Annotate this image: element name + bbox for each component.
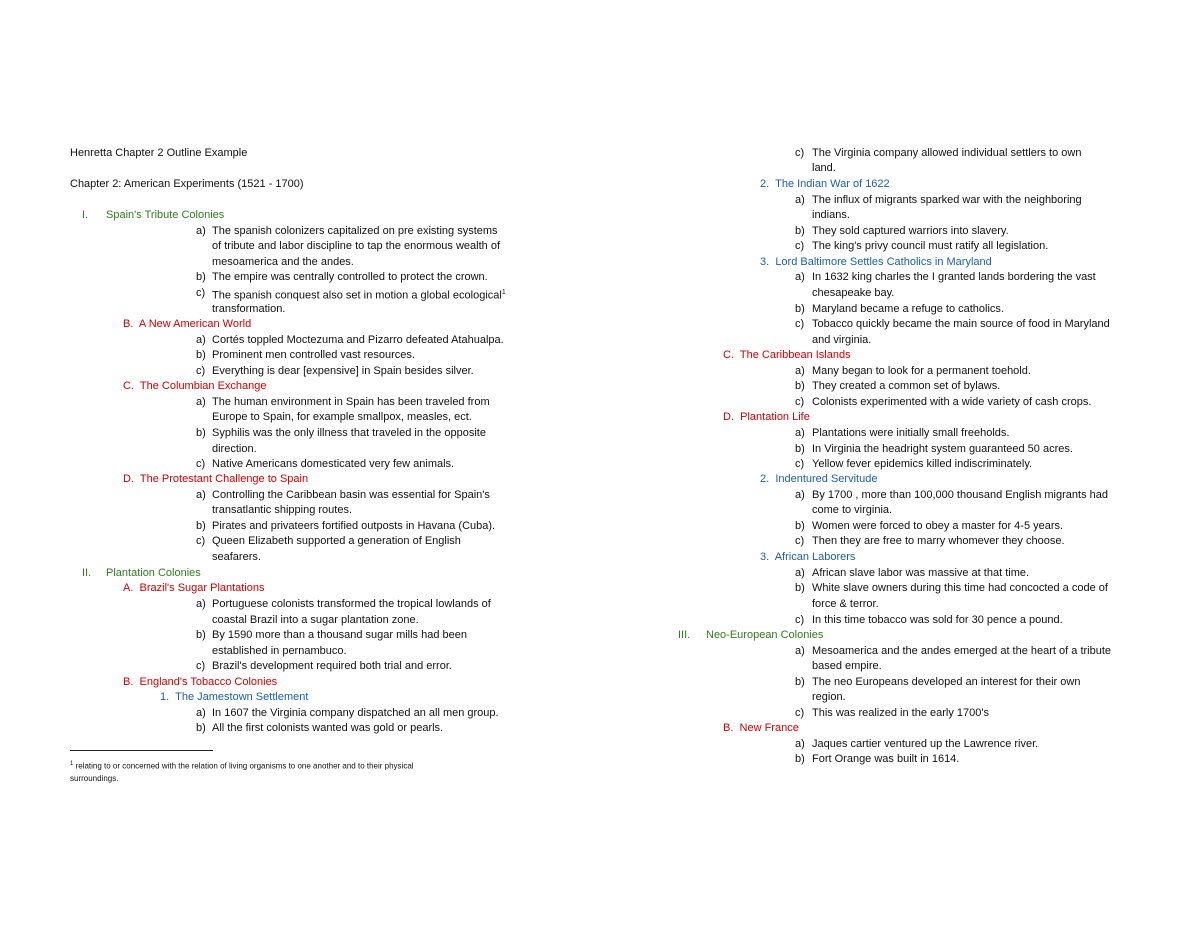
subsection-heading (123, 675, 277, 689)
outline-item-continued: seafarers. (212, 551, 261, 563)
numbered-title: Lord Baltimore Settles Catholics in Maryland (775, 256, 992, 268)
list-marker: b) (795, 225, 805, 237)
outline-item-continued: direction. (212, 443, 257, 455)
outline-letter: D. (723, 411, 734, 423)
outline-item: By 1590 more than a thousand sugar mills had been (212, 629, 467, 641)
outline-item: The empire was centrally controlled to protect the crown. (212, 271, 488, 283)
subsection-heading (723, 721, 799, 735)
list-marker: a) (196, 334, 206, 346)
list-marker: a) (795, 738, 805, 750)
footnote-text-continued: surroundings. (70, 773, 119, 783)
outline-item: Syphilis was the only illness that traveled in the opposite (212, 427, 486, 439)
footnote-mark: 1 (70, 761, 74, 767)
outline-letter: B. (723, 722, 734, 734)
outline-item: The Virginia company allowed individual settlers to own (812, 147, 1082, 159)
outline-number: 2. (760, 473, 770, 485)
footnote-separator (70, 750, 213, 751)
list-marker: c) (795, 318, 805, 330)
outline-item: The human environment in Spain has been traveled from (212, 396, 490, 408)
footnote-text: relating to or concerned with the relation of living organisms to one another and to their physical (75, 761, 414, 771)
outline-item: In 1632 king charles the I granted lands bordering the vast (812, 271, 1096, 283)
subsection-title: The Protestant Challenge to Spain (139, 473, 309, 485)
list-marker: c) (795, 396, 805, 408)
footnote-reference: 1 (501, 289, 506, 296)
outline-item: Pirates and privateers fortified outposts in Havana (Cuba). (212, 520, 496, 532)
outline-item-continued: Europe to Spain, for example smallpox, measles, ect. (212, 411, 472, 423)
outline-item: Plantations were initially small freeholds. (812, 427, 1010, 439)
numbered-title: African Laborers (774, 551, 856, 563)
list-marker: b) (196, 722, 206, 734)
list-marker: b) (795, 753, 805, 765)
subsection-title: The Caribbean Islands (739, 349, 851, 361)
chapter-heading: Chapter 2: American Experiments (1521 - 1700) (70, 178, 304, 190)
outline-item: Queen Elizabeth supported a generation of English (212, 535, 461, 547)
outline-item: Prominent men controlled vast resources. (212, 349, 415, 361)
outline-item: The spanish colonizers capitalized on pre existing systems (212, 225, 498, 237)
subsection-title: The Columbian Exchange (139, 380, 267, 392)
outline-item-continued: coastal Brazil into a sugar plantation zone. (212, 614, 419, 626)
list-marker: c) (795, 240, 805, 252)
outline-number: 2. (760, 178, 770, 190)
numbered-title: The Jamestown Settlement (175, 691, 309, 703)
numbered-title: Indentured Servitude (775, 473, 878, 485)
outline-item-continued: and virginia. (812, 334, 872, 346)
list-marker: c) (795, 707, 805, 719)
list-marker: c) (795, 147, 805, 159)
outline-item-text: The spanish conquest also set in motion a global ecological (212, 289, 502, 302)
outline-item-continued: chesapeake bay. (812, 287, 895, 299)
list-marker: a) (795, 427, 805, 439)
outline-numeral: I. (82, 209, 89, 221)
list-marker: a) (196, 707, 206, 719)
outline-number: 3. (760, 256, 770, 268)
list-marker: c) (196, 535, 206, 547)
numbered-heading (760, 177, 890, 191)
outline-number: 1. (160, 691, 170, 703)
outline-item-continued: region. (812, 691, 846, 703)
list-marker: c) (795, 458, 805, 470)
list-marker: b) (196, 520, 206, 532)
outline-item: Women were forced to obey a master for 4-5 years. (812, 520, 1064, 532)
outline-item: Many began to look for a permanent toehold. (812, 365, 1031, 377)
section-heading: Neo-European Colonies (706, 629, 824, 641)
outline-item: Mesoamerica and the andes emerged at the heart of a tribute (812, 645, 1112, 657)
list-marker: a) (795, 489, 805, 501)
outline-item: Cortés toppled Moctezuma and Pizarro defeated Atahualpa. (212, 334, 504, 346)
outline-item: The neo Europeans developed an interest for their own (812, 676, 1081, 688)
numbered-heading (160, 690, 308, 704)
subsection-heading (123, 472, 308, 486)
outline-letter: B. (123, 318, 134, 330)
list-marker: c) (196, 660, 206, 672)
outline-numeral: II. (82, 567, 92, 579)
outline-item-continued: mesoamerica and the andes. (212, 256, 354, 268)
outline-item-continued: based empire. (812, 660, 882, 672)
list-marker: b) (795, 380, 805, 392)
subsection-heading (723, 348, 851, 362)
list-marker: a) (795, 365, 805, 377)
outline-item: The king's privy council must ratify all legislation. (812, 240, 1049, 252)
list-marker: a) (795, 645, 805, 657)
outline-item: Brazil's development required both trial and error. (212, 660, 452, 672)
list-marker: c) (196, 365, 206, 377)
footnote (70, 758, 510, 785)
outline-item: Maryland became a refuge to catholics. (812, 303, 1004, 315)
outline-item: Yellow fever epidemics killed indiscriminately. (812, 458, 1033, 470)
outline-item-continued: transformation. (212, 303, 286, 315)
outline-letter: D. (123, 473, 134, 485)
outline-item-continued: transatlantic shipping routes. (212, 504, 353, 516)
list-marker: b) (196, 629, 206, 641)
outline-item: This was realized in the early 1700's (812, 707, 989, 719)
list-marker: b) (795, 676, 805, 688)
outline-item: Controlling the Caribbean basin was essential for Spain's (212, 489, 490, 501)
subsection-heading (123, 379, 267, 393)
list-marker: b) (795, 520, 805, 532)
outline-item-continued: come to virginia. (812, 504, 893, 516)
subsection-heading (123, 581, 265, 595)
numbered-heading (760, 472, 877, 486)
list-marker: c) (795, 614, 805, 626)
outline-numeral: III. (678, 629, 691, 641)
section-heading: Plantation Colonies (106, 567, 201, 579)
subsection-title: England's Tobacco Colonies (139, 676, 278, 688)
list-marker: a) (795, 567, 805, 579)
outline-letter: C. (123, 380, 134, 392)
outline-item: Tobacco quickly became the main source of food in Maryland (812, 318, 1110, 330)
list-marker: c) (795, 535, 805, 547)
outline-item: Native Americans domesticated very few animals. (212, 458, 455, 470)
outline-item-continued: force & terror. (812, 598, 879, 610)
subsection-heading (123, 317, 251, 331)
list-marker: b) (795, 443, 805, 455)
outline-item: They sold captured warriors into slavery. (812, 225, 1009, 237)
outline-letter: B. (123, 676, 134, 688)
numbered-title: The Indian War of 1622 (775, 178, 890, 190)
list-marker: b) (196, 271, 206, 283)
subsection-title: Plantation Life (740, 411, 810, 423)
outline-item: Portuguese colonists transformed the tropical lowlands of (212, 598, 491, 610)
subsection-title: A New American World (138, 318, 252, 330)
outline-item: In this time tobacco was sold for 30 pence a pound. (812, 614, 1063, 626)
outline-item: African slave labor was massive at that time. (812, 567, 1030, 579)
numbered-heading (760, 255, 992, 269)
list-marker: a) (196, 396, 206, 408)
outline-number: 3. (760, 551, 770, 563)
outline-item: White slave owners during this time had concocted a code of (812, 582, 1108, 594)
list-marker: b) (795, 582, 805, 594)
outline-item: The influx of migrants sparked war with the neighboring (812, 194, 1082, 206)
list-marker: b) (196, 427, 206, 439)
outline-item: In 1607 the Virginia company dispatched an all men group. (212, 707, 499, 719)
outline-item-continued: land. (812, 162, 836, 174)
list-marker: c) (196, 458, 206, 470)
list-marker: a) (196, 489, 206, 501)
outline-item: Everything is dear [expensive] in Spain besides silver. (212, 365, 474, 377)
list-marker: a) (196, 225, 206, 237)
outline-item-continued: of tribute and labor discipline to tap the enormous wealth of (212, 240, 501, 252)
list-marker: c) (196, 287, 206, 299)
outline-item: Colonists experimented with a wide variety of cash crops. (812, 396, 1092, 408)
subsection-heading (723, 410, 810, 424)
subsection-title: New France (739, 722, 799, 734)
outline-item: All the first colonists wanted was gold or pearls. (212, 722, 444, 734)
outline-letter: C. (723, 349, 734, 361)
outline-item: They created a common set of bylaws. (812, 380, 1001, 392)
list-marker: a) (795, 194, 805, 206)
outline-item: In Virginia the headright system guaranteed 50 acres. (812, 443, 1073, 455)
document-title: Henretta Chapter 2 Outline Example (70, 147, 248, 159)
outline-item: Then they are free to marry whomever they choose. (812, 535, 1065, 547)
outline-item: By 1700 , more than 100,000 thousand English migrants had (812, 489, 1108, 501)
outline-item: Jaques cartier ventured up the Lawrence river. (812, 738, 1039, 750)
list-marker: a) (196, 598, 206, 610)
outline-item-continued: indians. (812, 209, 850, 221)
outline-letter: A. (123, 582, 134, 594)
list-marker: a) (795, 271, 805, 283)
list-marker: b) (795, 303, 805, 315)
list-marker: b) (196, 349, 206, 361)
subsection-title: Brazil's Sugar Plantations (139, 582, 265, 594)
outline-item (212, 286, 506, 303)
outline-item-continued: established in pernambuco. (212, 645, 347, 657)
outline-item: Fort Orange was built in 1614. (812, 753, 960, 765)
section-heading: Spain's Tribute Colonies (106, 209, 225, 221)
numbered-heading (760, 550, 855, 564)
